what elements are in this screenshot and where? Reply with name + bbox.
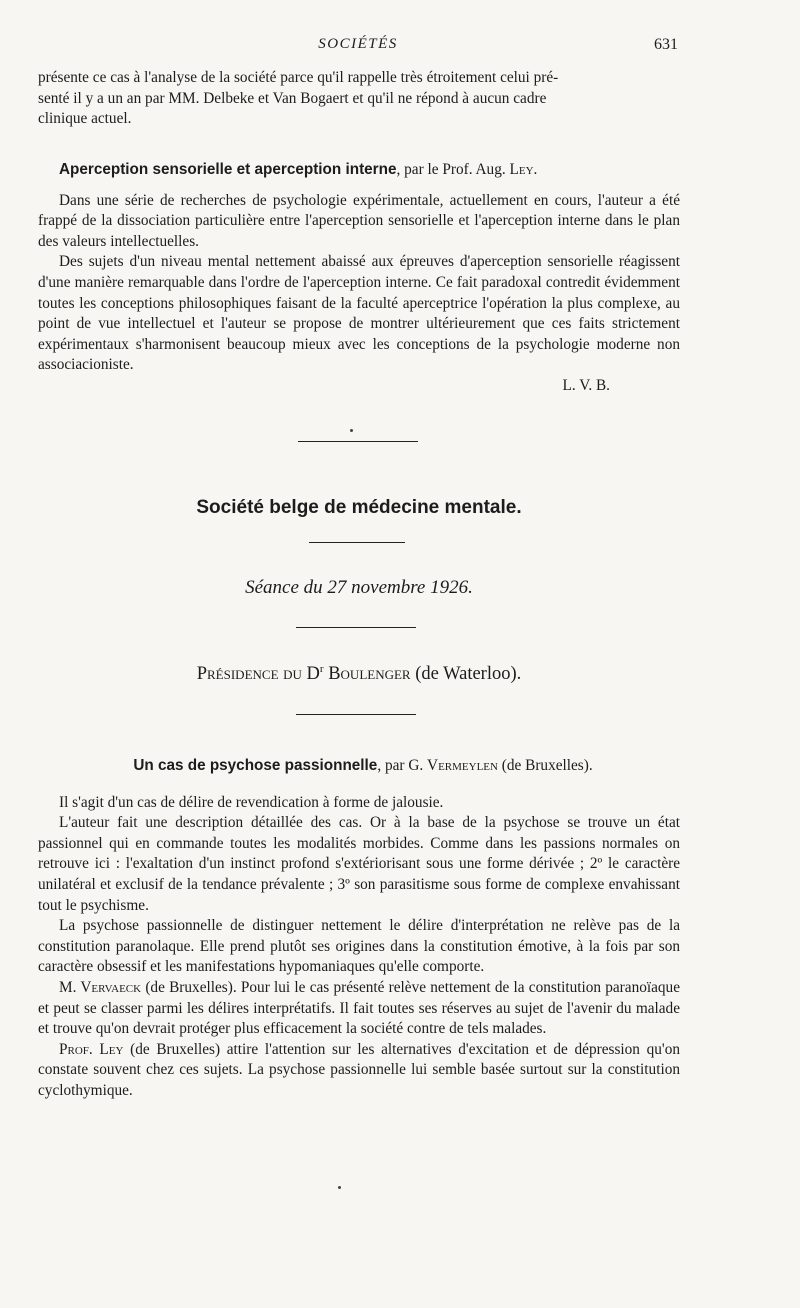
presidency-label: Présidence du D [196, 664, 320, 685]
article-paragraph: Il s'agit d'un cas de délire de revendication à forme de jalousie. [59, 793, 444, 811]
byline-suffix: . [533, 161, 538, 178]
author-name: Ley [509, 161, 534, 178]
article-title: Un cas de psychose passionnelle [133, 757, 378, 774]
divider [296, 714, 416, 715]
article-paragraph: Des sujets d'un niveau mental nettement abaissé aux épreuves d'aperception sensorielle réagissent d'une manière remarquable dans l'ordre de l'aperception interne. Ce fait paradoxal contredit évidemment toutes les conceptions philosophiques faisant de la faculté aperceptrice l'opération la plus complexe, au point de vue intellectuel et l'auteur se propose de montrer ultérieurement que ces faits strictement expérimentaux s'harmonisent beaucoup mieux avec les conceptions de la psychologie moderne non associacioniste. [38, 253, 680, 374]
article-paragraph: Dans une série de recherches de psychologie expérimentale, actuellement en cours, l'auteur a été frappé de la dissociation particulière entre l'aperception sensorielle et l'aperception interne dans le plan des valeurs intellectuelles. [38, 191, 680, 250]
signature: L. V. B. [562, 376, 610, 394]
article-paragraph [38, 978, 680, 1040]
ink-speck [338, 1186, 341, 1189]
paragraph-text: (de Bruxelles) attire l'attention sur les alternatives d'excitation et de dépression qu'on constate souvent chez ces sujets. La psychose passionnelle lui semble basée surtout sur la constitution cyclothymique. [38, 1040, 680, 1099]
article-title: Aperception sensorielle et aperception interne [59, 161, 397, 178]
paragraph-text: (de Bruxelles). Pour lui le cas présenté relève nettement de la constitution paranoïaque et peut se classer parmi les délires interprétatifs. Il fait toutes ses réserves au sujet de l'avenir du malade et trouve qu'on devrait protéger plus efficacement la société contre de tels malades. [38, 978, 680, 1038]
speaker-name: Prof. Ley [59, 1040, 124, 1058]
intro-line: présente ce cas à l'analyse de la société parce qu'il rappelle très étroitement celui pré- [38, 69, 559, 86]
page-number: 631 [654, 36, 678, 53]
page-header [38, 36, 678, 60]
byline-prefix: , par le Prof. Aug. [396, 161, 510, 178]
intro-paragraph [38, 68, 680, 130]
byline-suffix: (de Bruxelles). [497, 757, 593, 774]
presidency-place: (de Waterloo). [410, 664, 522, 685]
article-paragraph: La psychose passionnelle de distinguer nettement le délire d'interprétation ne relève pas de la constitution paranolaque. Elle prend plutôt ses origines dans la constitution émotive, à la fois par son caractère obsessif et les manifestations hypomaniaques qu'elle comporte. [38, 917, 680, 976]
presidency-heading [38, 663, 680, 685]
session-heading [38, 577, 680, 599]
ink-speck [350, 429, 353, 432]
intro-line: senté il y a un an par MM. Delbeke et Van Bogaert et qu'il ne répond à aucun cadre [38, 89, 547, 107]
speaker-name: M. Vervaeck [59, 978, 142, 996]
intro-line: clinique actuel. [38, 110, 132, 128]
article-paragraph [38, 1040, 680, 1102]
article-heading [38, 160, 680, 181]
running-title: SOCIÉTÉS [318, 36, 398, 52]
presidency-sup: r [319, 663, 324, 675]
article-psychose [38, 756, 680, 1102]
society-heading [38, 497, 680, 519]
session-date: Séance du 27 novembre 1926. [245, 577, 473, 598]
president-name: Boulenger [323, 664, 411, 685]
author-name: Vermeylen [427, 757, 498, 774]
divider [296, 627, 416, 628]
presidency-line [38, 663, 680, 685]
byline-prefix: , par G. [377, 757, 428, 774]
divider [309, 542, 405, 543]
divider [298, 441, 418, 442]
section-title: Société belge de médecine mentale. [196, 497, 522, 518]
article-paragraph: L'auteur fait une description détaillée des cas. Or à la base de la psychose se trouve un état passionnel qui en commande toutes les modalités morbides. Comme dans les passions normales on retrouve ici : l'exaltation d'un instinct profond s'extériorisant sous une forme dérivée ; 2º le caractère unilatéral et exclusif de la tendance prévalente ; 3º son parasitisme sous forme de complexe envahissant tout le psychisme. [38, 814, 680, 914]
article-heading [38, 756, 680, 777]
article-aperception [38, 160, 680, 397]
